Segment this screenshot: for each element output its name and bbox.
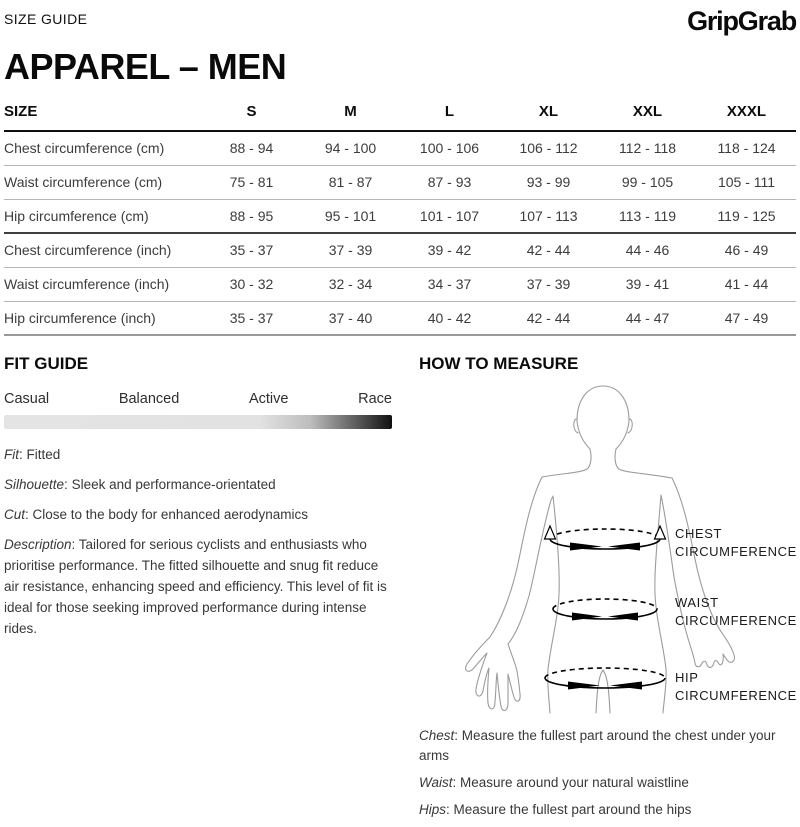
size-value: 112 - 118 [618, 140, 677, 157]
size-value: 107 - 113 [519, 207, 578, 224]
size-value: 40 - 42 [427, 309, 472, 326]
size-value: 34 - 37 [427, 276, 472, 292]
table-row [4, 199, 796, 233]
waist-label-line2: CIRCUMFERENCE [675, 613, 797, 628]
column-header-xl: XL [538, 103, 559, 120]
size-value: 81 - 87 [328, 174, 373, 190]
page-eyebrow: SIZE GUIDE [4, 11, 88, 27]
chest-label-line1: CHEST [675, 526, 723, 541]
row-label: Chest circumference (cm) [4, 140, 165, 157]
size-value: 37 - 40 [328, 309, 373, 326]
size-value: 94 - 100 [324, 140, 377, 157]
row-label: Hip circumference (cm) [4, 207, 149, 224]
instruction-hips: Hips: Measure the fullest part around the hips [419, 802, 692, 817]
page-title: APPAREL – MEN [4, 46, 287, 87]
table-row [4, 301, 796, 335]
chest-tape-end-right-icon [655, 526, 666, 539]
row-label: Hip circumference (inch) [4, 309, 156, 326]
fit-scale-labels [4, 391, 392, 407]
fit-details [4, 444, 396, 639]
size-value: 42 - 44 [526, 309, 571, 326]
size-value: 35 - 37 [229, 309, 274, 326]
waist-measure-line-dashed [553, 599, 657, 609]
column-header-size: SIZE [4, 103, 38, 120]
fit-detail-fit: Fit: Fitted [4, 447, 61, 462]
fit-detail-cut: Cut: Close to the body for enhanced aerodynamics [4, 507, 308, 522]
size-value: 39 - 41 [625, 276, 670, 292]
size-table [4, 103, 796, 336]
size-value: 88 - 95 [229, 207, 274, 224]
row-label: Waist circumference (inch) [4, 276, 170, 292]
size-value: 106 - 112 [519, 140, 578, 157]
size-value: 44 - 46 [625, 242, 670, 259]
fit-scale-label-race: Race [358, 391, 392, 407]
size-value: 30 - 32 [229, 276, 274, 292]
instruction-chest: Chest: Measure the fullest part around the chest under your arms [419, 728, 776, 763]
how-to-measure-section [419, 354, 800, 827]
fit-guide-heading: FIT GUIDE [4, 354, 89, 373]
top-bar [4, 8, 796, 35]
size-value: 47 - 49 [724, 309, 769, 326]
size-value: 41 - 44 [724, 276, 769, 292]
table-row [4, 165, 796, 199]
instruction-waist: Waist: Measure around your natural waistline [419, 775, 689, 790]
size-value: 39 - 42 [427, 242, 472, 259]
chest-tape-end-left-icon [545, 526, 556, 539]
size-value: 101 - 107 [419, 207, 480, 224]
size-value: 95 - 101 [324, 207, 377, 224]
fit-scale-label-active: Active [248, 391, 289, 407]
size-value: 44 - 47 [625, 309, 670, 326]
hip-measure-line [545, 678, 665, 688]
table-row [4, 131, 796, 165]
size-value: 87 - 93 [427, 174, 472, 190]
measurement-diagram [430, 381, 800, 718]
column-header-xxl: XXL [632, 103, 663, 120]
how-to-measure-heading: HOW TO MEASURE [419, 354, 579, 373]
size-value: 42 - 44 [526, 242, 571, 259]
hip-label-line2: CIRCUMFERENCE [675, 688, 797, 703]
size-value: 118 - 124 [717, 140, 776, 157]
size-value: 113 - 119 [618, 207, 677, 224]
fit-scale-label-balanced: Balanced [118, 391, 180, 407]
gripgrab-logo: GripGrab [687, 6, 796, 36]
size-value: 46 - 49 [724, 242, 769, 259]
size-value: 37 - 39 [526, 276, 571, 292]
waist-label-line1: WAIST [675, 595, 719, 610]
size-value: 105 - 111 [717, 174, 776, 190]
size-value: 93 - 99 [526, 174, 571, 190]
chest-measure-line-dashed [550, 529, 660, 539]
table-header-row [4, 103, 796, 131]
column-header-s: S [246, 103, 257, 120]
row-label: Waist circumference (cm) [4, 174, 163, 190]
chest-label-line2: CIRCUMFERENCE [675, 544, 797, 559]
size-value: 99 - 105 [621, 174, 674, 190]
size-value: 119 - 125 [717, 207, 776, 224]
legs-inner-outline [596, 670, 610, 713]
size-value: 88 - 94 [229, 140, 274, 157]
body-outline-left [542, 386, 672, 478]
row-label: Chest circumference (inch) [4, 242, 172, 259]
waist-measure-line [553, 609, 657, 619]
body-figure-diagram [430, 381, 800, 713]
fit-scale-gradient-bar [4, 415, 392, 429]
measure-instructions [419, 726, 800, 820]
size-value: 35 - 37 [229, 242, 274, 259]
column-header-m: M [344, 103, 357, 120]
fit-detail-description: Description: Tailored for serious cyclists and enthusiasts who prioritise performance. The fitted silhouette and snug fit reduce air resistance, enhancing speed and efficiency. This level of fit is ideal for those seeking improved performance during intense rides. [4, 537, 387, 636]
fit-scale-label-casual: Casual [4, 391, 50, 407]
size-value: 75 - 81 [229, 174, 274, 190]
fit-guide-section [4, 354, 396, 648]
fit-detail-silhouette: Silhouette: Sleek and performance-orientated [4, 477, 276, 492]
table-row [4, 233, 796, 267]
size-value: 32 - 34 [328, 276, 373, 292]
size-value: 37 - 39 [328, 242, 373, 259]
hip-label-line1: HIP [675, 670, 699, 685]
table-row [4, 267, 796, 301]
column-header-l: L [444, 103, 455, 120]
size-value: 100 - 106 [419, 140, 480, 157]
column-header-xxxl: XXXL [726, 103, 767, 120]
chest-measure-line [550, 539, 660, 549]
